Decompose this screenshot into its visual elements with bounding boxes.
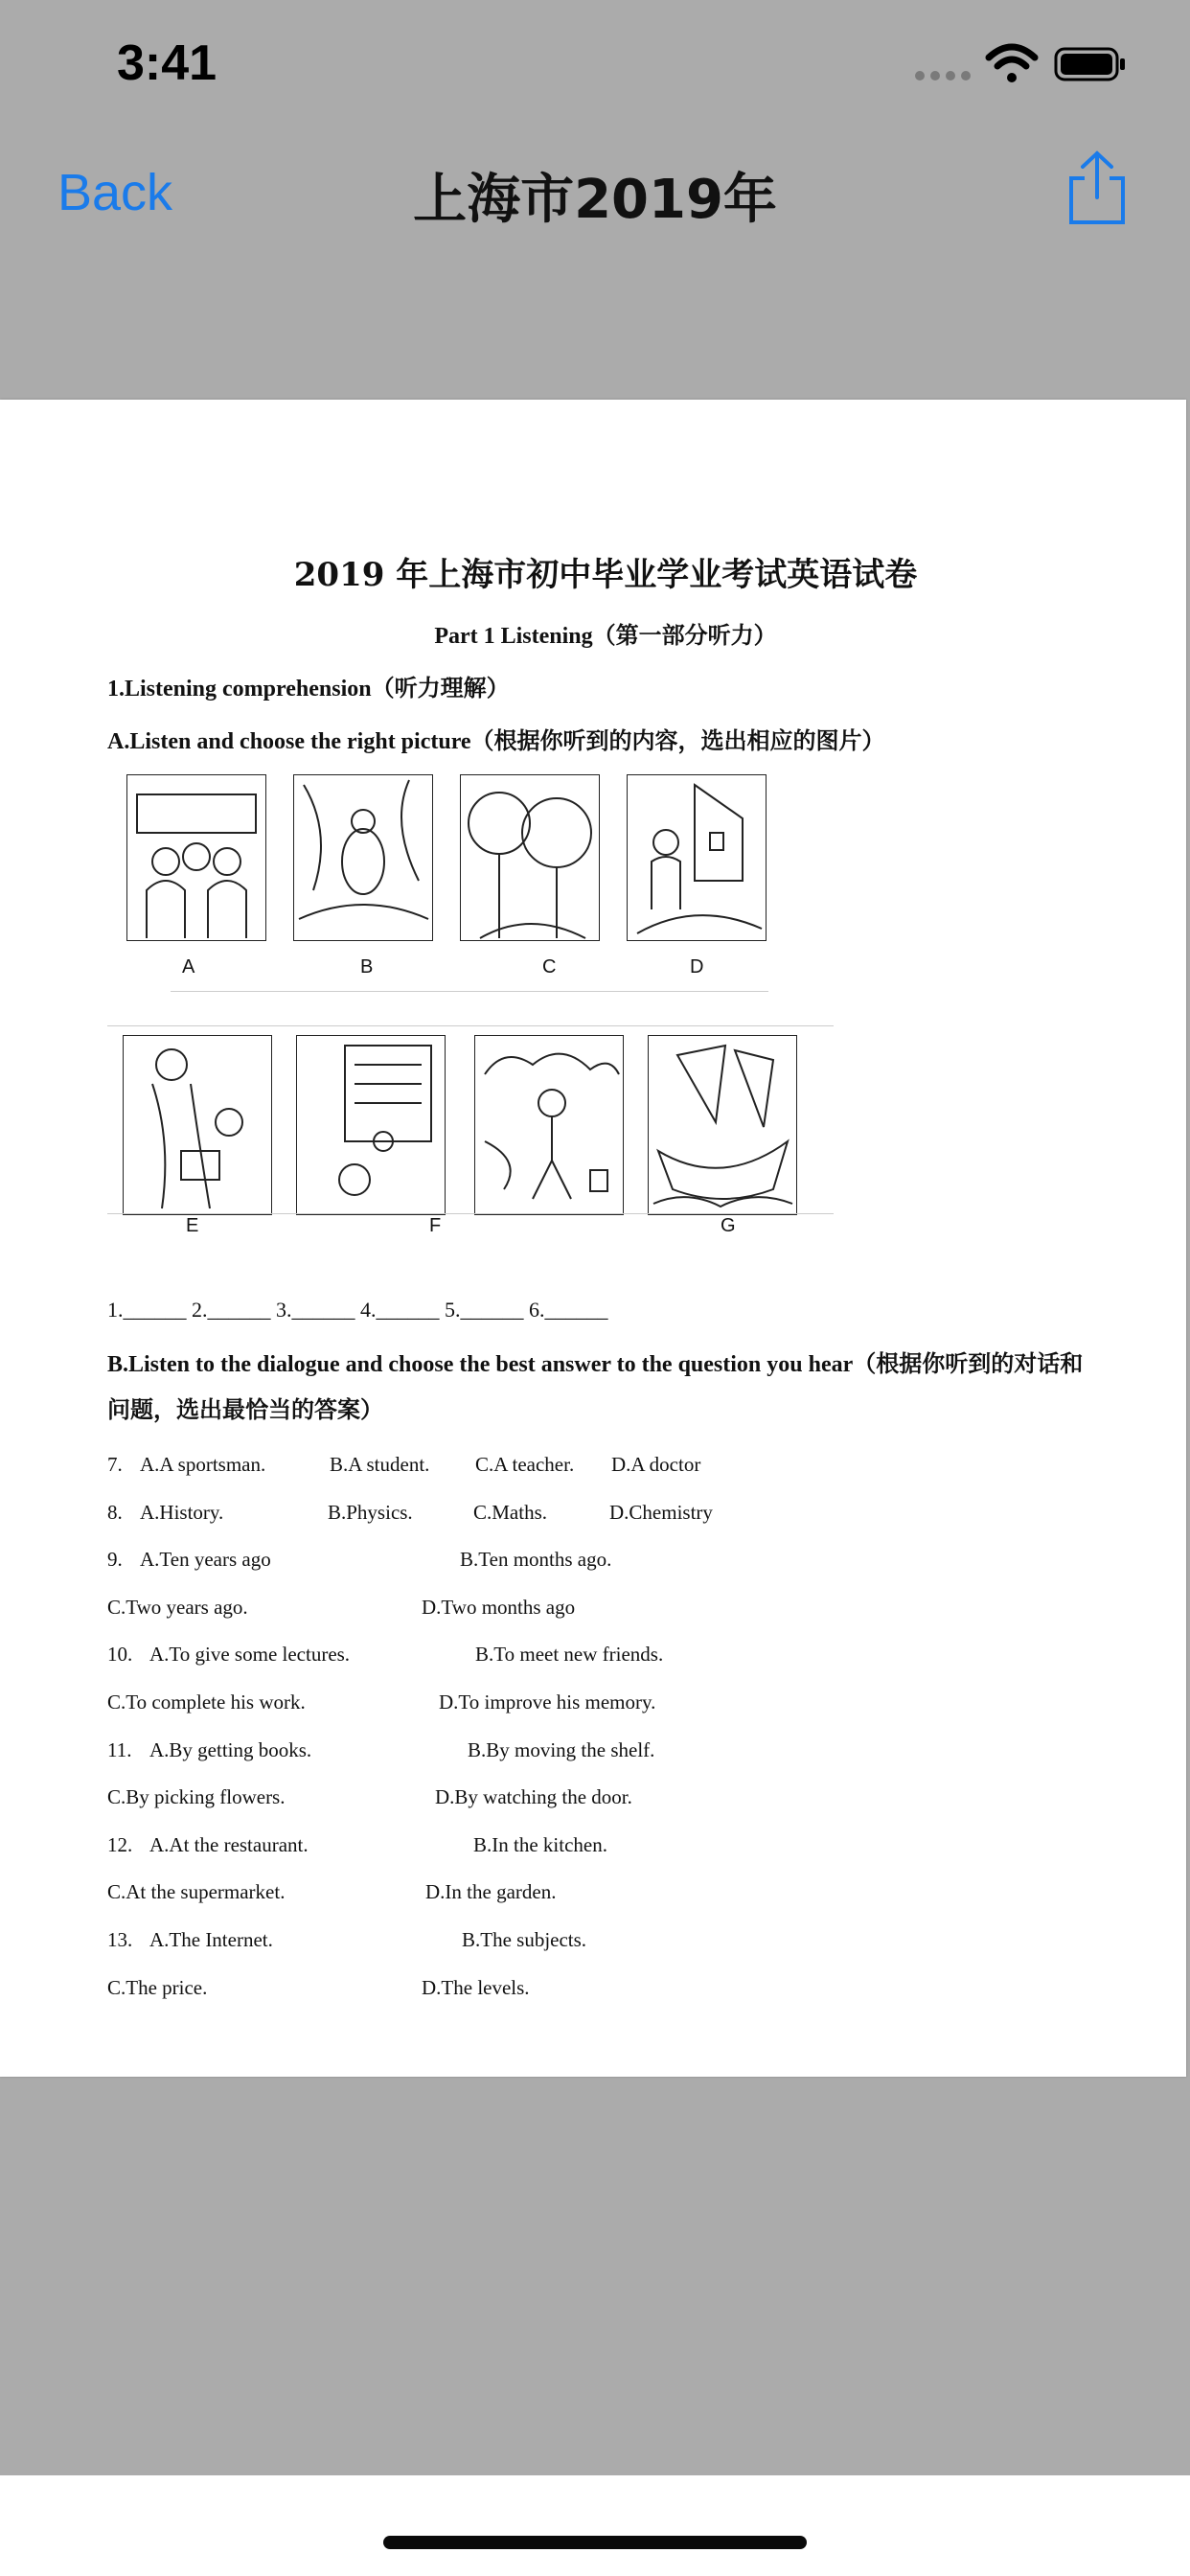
- wifi-icon: [985, 42, 1039, 84]
- option-a: A.Ten years ago: [140, 1548, 271, 1572]
- status-time: 3:41: [117, 35, 217, 91]
- question-row: [107, 1631, 1104, 1679]
- option-c: C.To complete his work.: [107, 1690, 306, 1714]
- option-a: A.The Internet.: [149, 1927, 273, 1951]
- document-title: 2019 年上海市初中毕业学业考试英语试卷: [293, 556, 918, 594]
- option-c: C.Maths.: [473, 1500, 548, 1524]
- option-b: B.Ten months ago.: [460, 1548, 612, 1572]
- divider: [107, 1025, 834, 1026]
- option-c: C.A teacher.: [475, 1453, 575, 1476]
- picture-g2: [648, 1035, 797, 1215]
- question-row: [107, 1965, 1104, 2012]
- question-number: 13.: [107, 1927, 133, 1951]
- picture-d: [627, 774, 767, 941]
- picture-label: D: [690, 956, 704, 978]
- picture-c: [460, 774, 600, 941]
- option-d: D.By watching the door.: [435, 1785, 632, 1809]
- option-a: A.A sportsman.: [140, 1453, 266, 1476]
- option-c: C.By picking flowers.: [107, 1785, 286, 1809]
- question-row: [107, 1822, 1104, 1870]
- option-c: C.Two years ago.: [107, 1595, 248, 1619]
- picture-label: E: [186, 1215, 199, 1236]
- answer-blanks: 1.______ 2.______ 3.______ 4.______ 5.______ 6.______: [107, 1298, 608, 1322]
- picture-a: [126, 774, 266, 941]
- back-button[interactable]: Back: [57, 164, 173, 221]
- section-b-heading: B.Listen to the dialogue and choose the best answer to the question you hear（根据你听到的对话和问题，选出最恰当的答案）: [107, 1352, 1084, 1423]
- option-c: C.At the supermarket.: [107, 1880, 286, 1904]
- option-a: A.By getting books.: [149, 1737, 312, 1761]
- document-content: [107, 548, 1104, 2012]
- battery-icon: [1054, 46, 1127, 82]
- picture-row-1: [107, 774, 1104, 1024]
- share-icon[interactable]: [1064, 150, 1131, 226]
- option-a: A.To give some lectures.: [149, 1643, 351, 1667]
- status-bar: [0, 0, 1190, 125]
- question-number: 7.: [107, 1453, 123, 1476]
- question-row: [107, 1679, 1104, 1727]
- option-a: A.At the restaurant.: [149, 1832, 309, 1856]
- section-heading: 1.Listening comprehension（听力理解）: [107, 677, 510, 702]
- option-d: D.To improve his memory.: [439, 1690, 656, 1714]
- question-row: [107, 1441, 1104, 1489]
- question-number: 11.: [107, 1737, 132, 1761]
- picture-label: F: [429, 1215, 442, 1236]
- picture-label: G: [721, 1215, 736, 1236]
- option-b: B.The subjects.: [462, 1927, 587, 1951]
- option-d: D.Chemistry: [609, 1500, 713, 1524]
- divider: [171, 991, 768, 992]
- picture-f: [296, 1035, 446, 1215]
- divider: [107, 1213, 834, 1214]
- question-row: [107, 1536, 1104, 1584]
- option-b: B.In the kitchen.: [473, 1832, 607, 1856]
- question-row: [107, 1917, 1104, 1965]
- option-b: B.Physics.: [328, 1500, 413, 1524]
- document-page[interactable]: [0, 400, 1186, 2077]
- question-number: 8.: [107, 1500, 123, 1524]
- picture-label: A: [182, 956, 195, 978]
- option-d: D.A doctor: [611, 1453, 701, 1476]
- option-d: D.Two months ago: [422, 1595, 576, 1619]
- option-d: D.The levels.: [422, 1975, 530, 1999]
- question-number: 10.: [107, 1643, 133, 1667]
- part-heading: Part 1 Listening（第一部分听力）: [434, 624, 777, 649]
- navigation-bar: [0, 125, 1190, 259]
- bottom-area: [0, 2475, 1190, 2576]
- option-b: B.By moving the shelf.: [468, 1737, 655, 1761]
- home-indicator[interactable]: [383, 2536, 807, 2549]
- option-d: D.In the garden.: [425, 1880, 557, 1904]
- option-b: B.To meet new friends.: [475, 1643, 664, 1667]
- question-number: 9.: [107, 1548, 123, 1572]
- section-a-heading: A.Listen and choose the right picture（根据你听到的内容，选出相应的图片）: [107, 729, 885, 754]
- picture-label: B: [360, 956, 374, 978]
- question-row: [107, 1727, 1104, 1775]
- page-title: 上海市2019年: [413, 169, 777, 231]
- picture-b: [293, 774, 433, 941]
- picture-g1: [474, 1035, 624, 1215]
- cellular-signal-icon: [915, 71, 971, 80]
- question-row: [107, 1774, 1104, 1822]
- picture-label: C: [542, 956, 557, 978]
- question-row: [107, 1869, 1104, 1917]
- question-row: [107, 1584, 1104, 1632]
- option-b: B.A student.: [330, 1453, 430, 1476]
- picture-e: [123, 1035, 272, 1215]
- option-c: C.The price.: [107, 1975, 208, 1999]
- question-row: [107, 1489, 1104, 1537]
- picture-row-2: [107, 1024, 1104, 1282]
- option-a: A.History.: [140, 1500, 224, 1524]
- question-number: 12.: [107, 1832, 133, 1856]
